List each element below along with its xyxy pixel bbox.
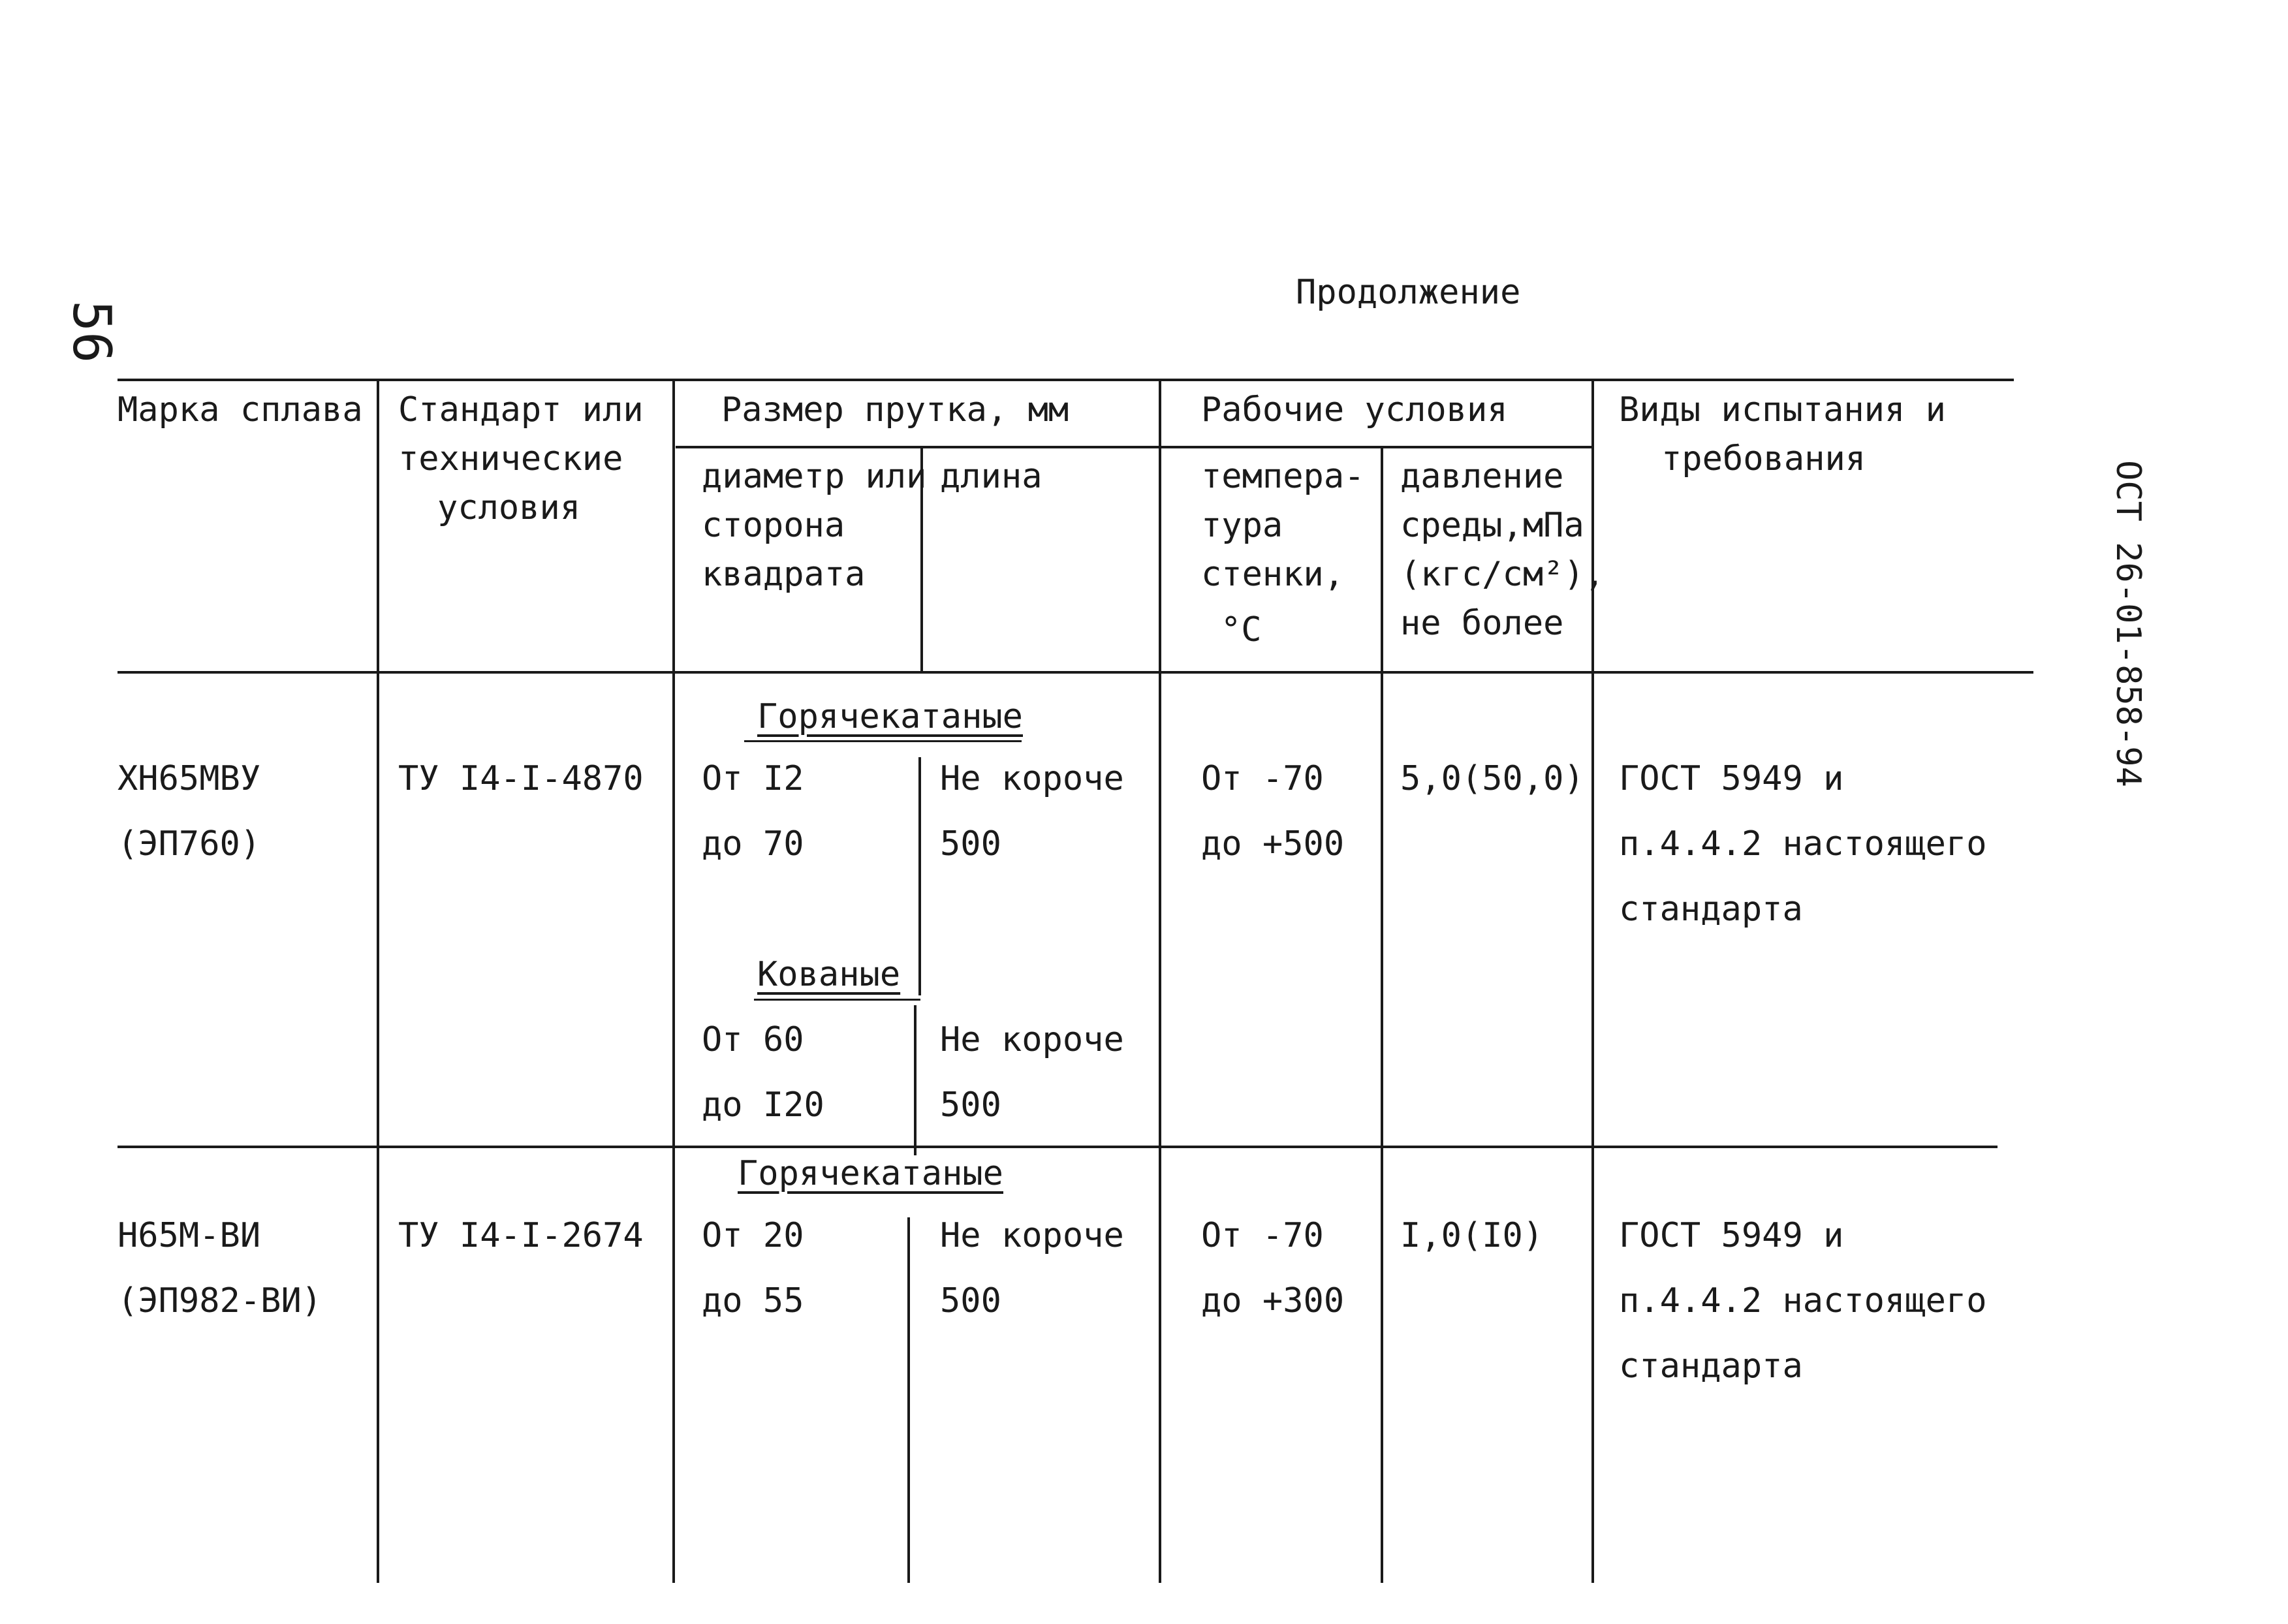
diameter-from: От 60 xyxy=(702,1020,804,1059)
temperature-to: до +300 xyxy=(1201,1281,1345,1320)
alloy-grade: ХН65МВУ xyxy=(118,759,261,798)
diameter-to: до I20 xyxy=(702,1085,824,1125)
header-tests-1: Виды испытания и xyxy=(1619,390,1946,429)
rule-row-separator xyxy=(118,1146,1998,1148)
length-min: Не короче xyxy=(940,759,1124,798)
tests-1: ГОСТ 5949 и xyxy=(1619,1216,1844,1255)
rule-header-bottom xyxy=(118,671,2033,674)
rule-col-3d xyxy=(907,1217,910,1583)
diameter-to: до 55 xyxy=(702,1281,804,1320)
page-number: 56 xyxy=(61,300,122,364)
standard: ТУ I4-I-4870 xyxy=(398,759,644,798)
header-diameter-2: сторона xyxy=(702,506,845,545)
alloy-grade: Н65М-ВИ xyxy=(118,1216,261,1255)
length-min: Не короче xyxy=(940,1216,1124,1255)
standard: ТУ I4-I-2674 xyxy=(398,1216,644,1255)
tests-2: п.4.4.2 настоящего xyxy=(1619,824,1987,864)
temperature-from: От -70 xyxy=(1201,1216,1324,1255)
header-pressure-2: среды,мПа xyxy=(1400,506,1584,545)
header-standard-1: Стандарт или xyxy=(398,390,644,429)
header-pressure-3: (кгс/см²), xyxy=(1400,555,1605,594)
rule-col-1 xyxy=(377,379,379,1583)
rule-col-2 xyxy=(672,379,675,1583)
group-label: Кованые xyxy=(757,955,901,994)
document-code: ОСТ 26-01-858-94 xyxy=(2108,460,2148,787)
header-diameter-1: диаметр или xyxy=(702,457,927,496)
pressure: 5,0(50,0) xyxy=(1400,759,1584,798)
header-temperature-4: °С xyxy=(1221,610,1262,649)
continuation-label: Продолжение xyxy=(1296,273,1521,312)
group-label: Горячекатаные xyxy=(738,1154,1003,1193)
tests-1: ГОСТ 5949 и xyxy=(1619,759,1844,798)
header-pressure-4: не более xyxy=(1400,604,1564,643)
header-length: длина xyxy=(940,457,1042,496)
header-standard-2: технические xyxy=(398,439,623,478)
length-value: 500 xyxy=(940,1281,1001,1320)
length-value: 500 xyxy=(940,824,1001,864)
length-value: 500 xyxy=(940,1085,1001,1125)
diameter-from: От 20 xyxy=(702,1216,804,1255)
rule-col-5 xyxy=(1381,446,1383,1583)
temperature-to: до +500 xyxy=(1201,824,1345,864)
header-pressure-1: давление xyxy=(1400,457,1564,496)
header-tests-2: требования xyxy=(1661,439,1866,478)
rule-col-3c xyxy=(914,1005,917,1155)
rule-col-3b xyxy=(918,757,921,995)
diameter-from: От I2 xyxy=(702,759,804,798)
rule-col-4 xyxy=(1159,379,1161,1583)
alloy-grade-alt: (ЭП760) xyxy=(118,824,261,864)
header-alloy: Марка сплава xyxy=(118,390,363,429)
header-conditions: Рабочие условия xyxy=(1201,390,1508,429)
diameter-to: до 70 xyxy=(702,824,804,864)
header-temperature-2: тура xyxy=(1201,506,1283,545)
length-min: Не короче xyxy=(940,1020,1124,1059)
header-size: Размер прутка, мм xyxy=(721,390,1069,429)
header-diameter-3: квадрата xyxy=(702,555,866,594)
tests-3: стандарта xyxy=(1619,1347,1803,1386)
header-temperature-1: темпера- xyxy=(1201,457,1365,496)
group-label: Горячекатаные xyxy=(757,697,1023,736)
header-temperature-3: стенки, xyxy=(1201,555,1345,594)
tests-2: п.4.4.2 настоящего xyxy=(1619,1281,1987,1320)
header-standard-3: условия xyxy=(437,488,581,527)
temperature-from: От -70 xyxy=(1201,759,1324,798)
pressure: I,0(I0) xyxy=(1400,1216,1544,1255)
alloy-grade-alt: (ЭП982-ВИ) xyxy=(118,1281,322,1320)
tests-3: стандарта xyxy=(1619,890,1803,929)
